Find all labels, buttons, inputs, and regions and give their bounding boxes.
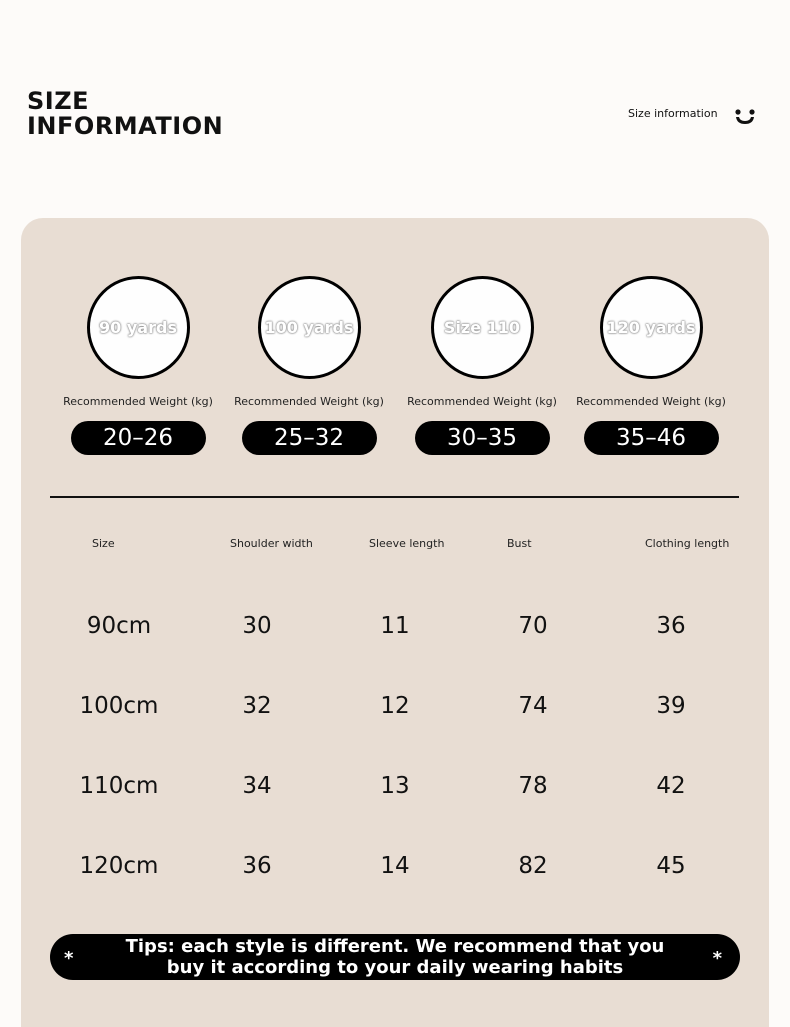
size-info-label: Size information	[628, 107, 718, 120]
table-cell: 32	[242, 693, 272, 719]
column-header-size: Size	[92, 537, 115, 550]
weight-range: 35–46	[584, 421, 719, 455]
weight-range: 25–32	[242, 421, 377, 455]
table-cell: 30	[242, 613, 272, 639]
size-badge: Size 110	[431, 276, 534, 379]
size-badge: 100 yards	[258, 276, 361, 379]
table-cell: 34	[242, 773, 272, 799]
table-cell: 42	[656, 773, 686, 799]
table-cell: 12	[380, 693, 410, 719]
table-cell: 36	[656, 613, 686, 639]
table-cell: 13	[380, 773, 410, 799]
smiley-icon	[734, 107, 756, 127]
asterisk-left: *	[64, 948, 74, 969]
size-card-90	[63, 276, 213, 455]
recommended-weight-label: Recommended Weight (kg)	[234, 395, 384, 408]
table-cell: 74	[518, 693, 548, 719]
table-cell: 78	[518, 773, 548, 799]
page-title	[27, 89, 223, 139]
size-badge: 120 yards	[600, 276, 703, 379]
size-card-100	[234, 276, 384, 455]
weight-range: 20–26	[71, 421, 206, 455]
table-cell: 45	[656, 853, 686, 879]
column-header-bust: Bust	[507, 537, 532, 550]
size-card-110	[407, 276, 557, 455]
table-cell: 82	[518, 853, 548, 879]
column-header-sleeve-length: Sleeve length	[369, 537, 445, 550]
recommended-weight-label: Recommended Weight (kg)	[576, 395, 726, 408]
tips-banner	[50, 934, 740, 980]
table-cell: 39	[656, 693, 686, 719]
table-cell: 14	[380, 853, 410, 879]
table-cell: 36	[242, 853, 272, 879]
title-line-2: INFORMATION	[27, 112, 224, 140]
tips-text: Tips: each style is different. We recommend that you buy it according to your daily wearing habits	[125, 936, 665, 978]
asterisk-right: *	[712, 948, 722, 969]
recommended-weight-label: Recommended Weight (kg)	[407, 395, 557, 408]
table-cell: 110cm	[79, 773, 159, 799]
size-card-120	[576, 276, 726, 455]
table-cell: 100cm	[79, 693, 159, 719]
title-line-1: SIZE	[27, 87, 90, 115]
column-header-shoulder-width: Shoulder width	[230, 537, 313, 550]
table-cell: 90cm	[86, 613, 152, 639]
recommended-weight-label: Recommended Weight (kg)	[63, 395, 213, 408]
weight-range: 30–35	[415, 421, 550, 455]
table-cell: 70	[518, 613, 548, 639]
size-badge: 90 yards	[87, 276, 190, 379]
column-header-clothing-length: Clothing length	[645, 537, 730, 550]
table-cell: 11	[380, 613, 410, 639]
table-cell: 120cm	[79, 853, 159, 879]
section-divider	[50, 496, 739, 498]
